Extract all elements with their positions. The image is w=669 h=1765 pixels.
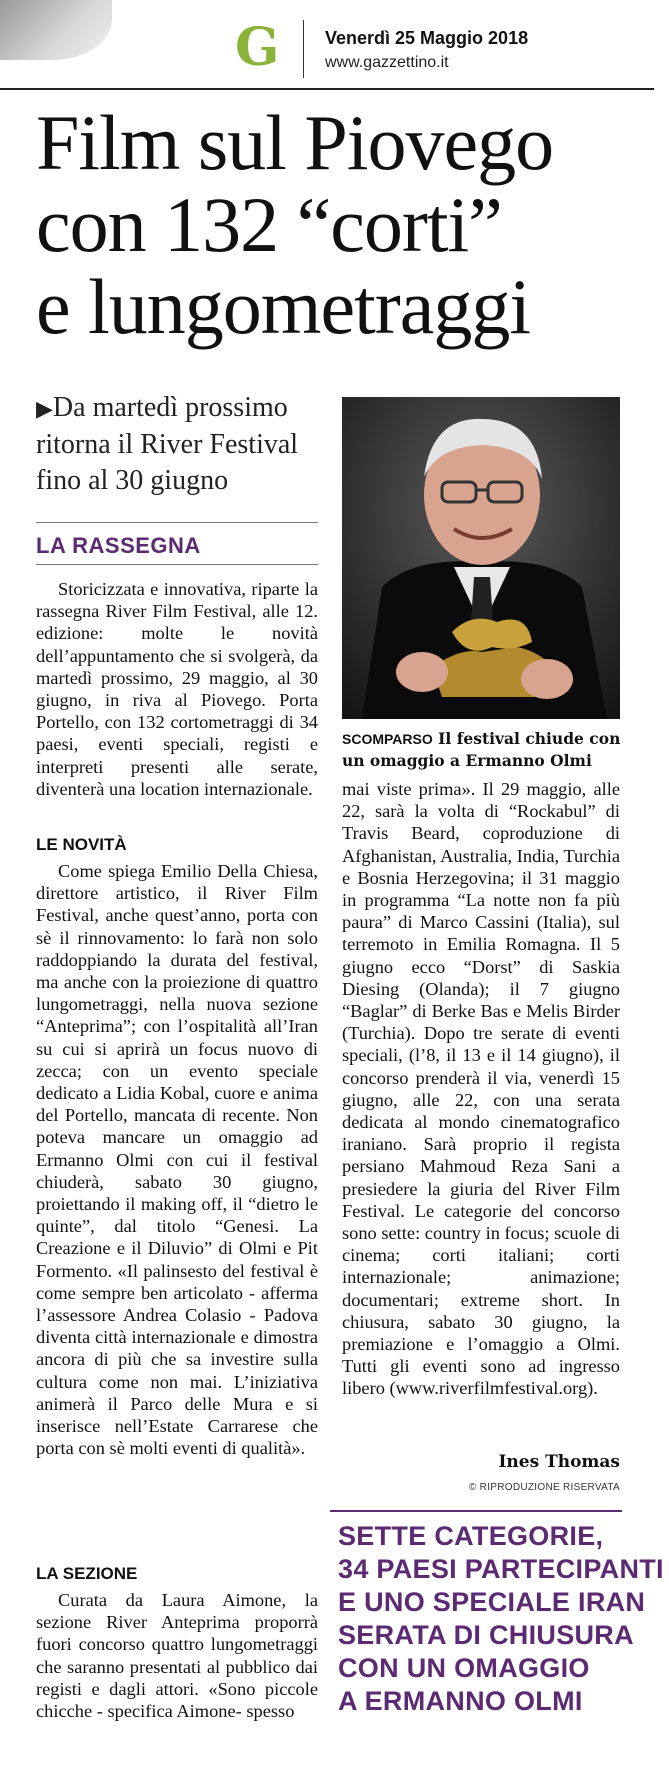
article-subhead <box>36 390 326 499</box>
website-url: www.gazzettino.it <box>325 54 449 71</box>
portrait-illustration <box>342 397 620 719</box>
photo-caption <box>342 728 622 771</box>
header-rule <box>0 88 654 90</box>
author-byline: Ines Thomas <box>498 1452 620 1472</box>
headline-line: con 132 “corti” <box>36 181 502 268</box>
highlight-box-rule <box>330 1510 622 1512</box>
highlight-line: A ERMANNO OLMI <box>338 1686 583 1716</box>
section-kicker: LA RASSEGNA <box>36 533 201 558</box>
highlight-line: 34 PAESI PARTECIPANTI <box>338 1554 664 1584</box>
section-title-novita: LE NOVITÀ <box>36 835 127 854</box>
caption-text: Il festival chiude con un omaggio a Ermanno Olmi <box>342 729 621 770</box>
caption-label: SCOMPARSO <box>342 731 433 747</box>
highlight-line: SERATA DI CHIUSURA <box>338 1620 634 1650</box>
section-body-sezione <box>36 1589 318 1722</box>
newspaper-logo: G <box>235 17 280 78</box>
intro-text: Storicizzata e innovativa, riparte la rassegna River Film Festival, alle 12. edizione: molte le novità dell’appuntamento che si svolgerà, da martedì prossimo, 29 maggio, al 30 giugno, in riva al Piovego. Porta Portello, con 132 cortometraggi di 34 paesi, eventi speciali, registi e interpreti presenti alle serate, diventerà una location internazionale. <box>36 579 318 799</box>
section-body-novita <box>36 860 318 1459</box>
section-title-sezione: LA SEZIONE <box>36 1564 138 1583</box>
copyright-notice: © RIPRODUZIONE RISERVATA <box>468 1482 620 1493</box>
article-column-right <box>342 778 620 1400</box>
ermanno-olmi-photo <box>342 397 620 719</box>
headline-line: Film sul Piovego <box>36 99 554 186</box>
highlight-line: SETTE CATEGORIE, <box>338 1521 604 1551</box>
arrow-icon: ▶ <box>36 396 53 421</box>
kicker-rule-top <box>36 522 318 523</box>
issue-date: Venerdì 25 Maggio 2018 <box>325 28 529 48</box>
column-text: mai viste prima». Il 29 maggio, alle 22, sarà la volta di “Rockabul” di Travis Beard, coproduzione di Afghanistan, Australia, India, Turchia e Bosnia Herzegovina; il 31 maggio in programma “La notte non fa più paura” di Marco Cassini (Italia), sul terremoto in Emilia Romagna. Il 5 giugno ecco “Dorst” di Saskia Diesing (Olanda); il 7 giugno “Baglar” di Berke Bas e Melis Birder (Turchia). Dopo tre serate di eventi speciali, (l’8, il 13 e il 14 giugno), il concorso prenderà il via, venerdì 15 giugno, alle 22, con una serata dedicata al mondo cinematografico iraniano. Sarà proprio il regista persiano Mahmoud Reza Sani a presiedere la giuria del River Film Festival. Le categorie del concorso sono sette: country in focus; scuole di cinema; corti italiani; corti internazionale; animazione; documentari; extreme short. In chiusura, sabato 30 giugno, la premiazione e l’omaggio a Olmi. Tutti gli eventi sono ad ingresso libero (www.riverfilmfestival.org). <box>342 779 620 1399</box>
kicker-rule-bottom <box>36 564 318 565</box>
section-text: Come spiega Emilio Della Chiesa, direttore artistico, il River Film Festival, anche quest’anno, porta con sè il rinnovamento: lo farà non solo raddoppiando la durata del festival, ma anche con la proiezione di quattro lungometraggi, nella nuova sezione “Anteprima”; con l’ospitalità all’Iran su cui si aprirà un focus nuovo di zecca; con un evento speciale dedicato a Lidia Kobal, cuore e anima del Portello, mancata di recente. Non poteva mancare un omaggio ad Ermanno Olmi con cui il festival chiuderà, sabato 30 giugno, proiettando il making off, il “dietro le quinte”, dal titolo “Genesi. La Creazione e il Diluvio” di Olmi e Pit Formento. «Il palinsesto del festival è come sempre ben articolato - afferma l’assessore Andrea Colasio - Padova diventa città internazionale e dimostra ancora di più che sa investire sulla cultura come non mai. L’iniziativa animerà il Parco delle Mura e si inserisce nell’Estate Carrarese che porta con sè molti eventi di qualità». <box>36 861 318 1459</box>
subhead-text: Da martedì prossimo ritorna il River Festival fino al 30 giugno <box>36 392 299 496</box>
headline-line: e lungometraggi <box>36 263 531 350</box>
logo-divider <box>303 20 304 78</box>
corner-photo-fragment <box>0 0 112 60</box>
intro-paragraph <box>36 578 318 800</box>
highlight-line: E UNO SPECIALE IRAN <box>338 1587 646 1617</box>
highlight-box <box>338 1520 664 1718</box>
article-headline <box>36 99 656 350</box>
section-text: Curata da Laura Aimone, la sezione River Anteprima proporrà fuori concorso quattro lungometraggi che saranno presentati al pubblico dai registi e dagli attori. «Sono piccole chicche - specifica Aimone- spesso <box>36 1590 318 1722</box>
highlight-line: CON UN OMAGGIO <box>338 1653 590 1683</box>
